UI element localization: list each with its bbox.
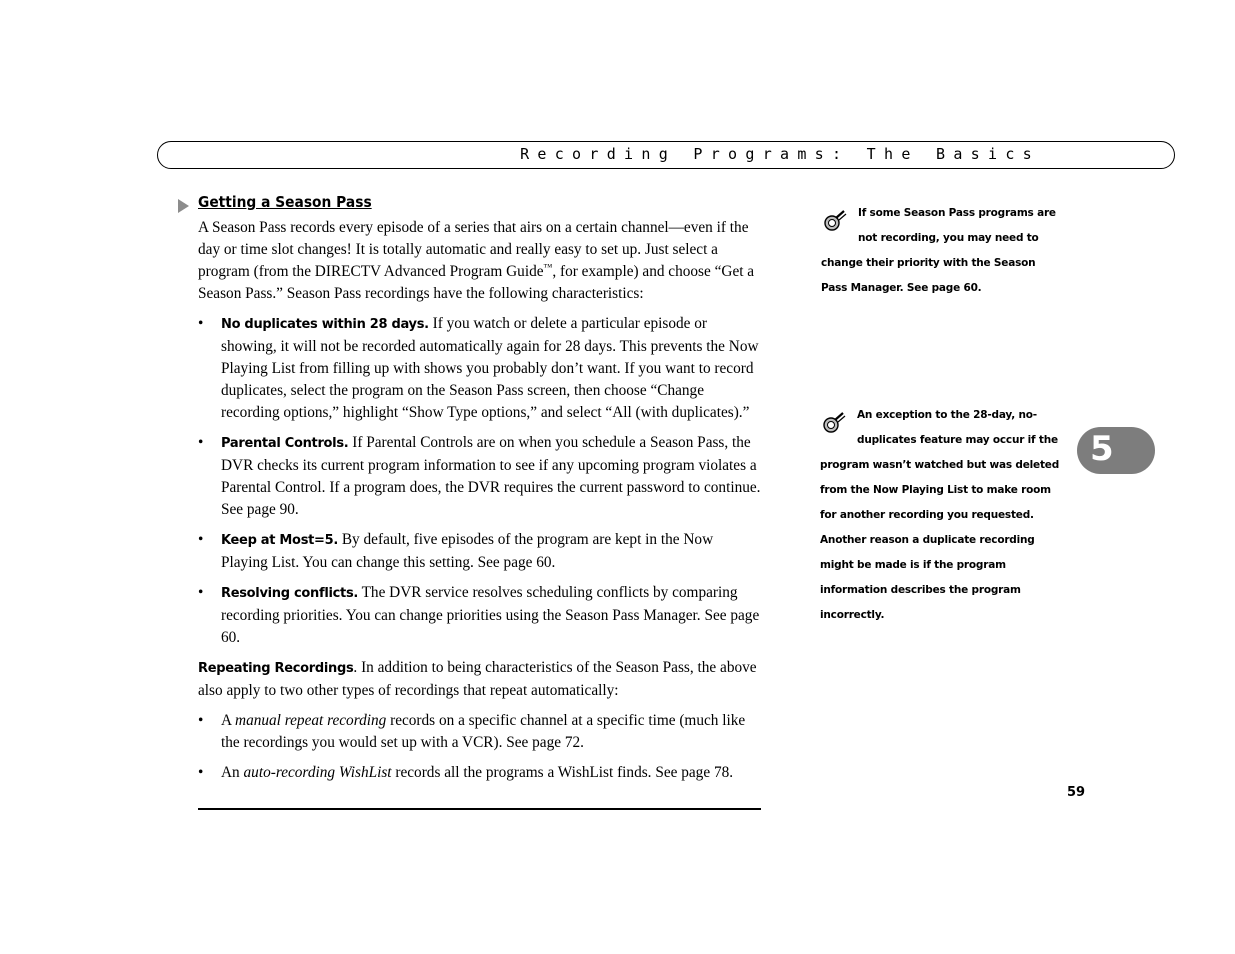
- list-item-text: If you watch or delete a particular episode or showing, it will not be recorded automatically again for 28 days. This prevents the Now Playing List from filling up with shows you probably don’t want. If you want to record duplicates, select the program on the Season Pass screen, then choose “Change recording options,” highlight “Show Type options,” and select “All (with duplicates).”: [221, 315, 759, 421]
- note-line: from the Now Playing List to make room: [820, 484, 1051, 496]
- list-item-text: By default, five episodes of the program are kept in the Now Playing List. You can change this setting. See page 60.: [221, 531, 714, 571]
- note-line: information describes the program: [820, 584, 1021, 596]
- bottom-rule-divider: [198, 808, 761, 810]
- section-heading: Getting a Season Pass: [198, 193, 372, 211]
- note-line: duplicates feature may occur if the: [857, 434, 1058, 446]
- sidebar-note-exception: [820, 403, 1065, 628]
- note-line: If some Season Pass programs are: [858, 207, 1056, 219]
- trademark-symbol: ™: [543, 261, 553, 272]
- sidebar-note-season-pass: [821, 201, 1061, 301]
- note-line: change their priority with the Season: [821, 257, 1036, 269]
- running-header-title: Recording Programs: The Basics: [520, 145, 1040, 163]
- list-item: • A manual repeat recording records on a specific channel at a specific time (much like the recordings you would set up with a VCR). See page 72.: [198, 710, 761, 754]
- tip-magnifier-icon: [822, 209, 848, 233]
- chapter-number: 5: [1090, 429, 1114, 469]
- characteristics-list: [198, 313, 761, 649]
- list-item-term: No duplicates within 28 days.: [221, 317, 429, 332]
- page-number: 59: [1067, 785, 1086, 800]
- list-item-term: Parental Controls.: [221, 436, 349, 451]
- list-item: [198, 432, 761, 521]
- repeat-type-term: auto-recording WishList: [243, 764, 392, 781]
- list-item: [198, 582, 761, 649]
- note-line: incorrectly.: [820, 609, 885, 621]
- list-item-text: The DVR service resolves scheduling conflicts by comparing recording priorities. You can change priorities using the Season Pass Manager. See page 60.: [221, 584, 760, 646]
- note-line: Another reason a duplicate recording: [820, 534, 1035, 546]
- list-item-term: Keep at Most=5.: [221, 533, 339, 548]
- list-item-text: If Parental Controls are on when you schedule a Season Pass, the DVR checks its current program information to see if any upcoming program violates a Parental Control. If a program does, the DVR requires the current password to continue. See page 90.: [221, 434, 761, 518]
- body-column: [198, 217, 761, 792]
- note-line: Pass Manager. See page 60.: [821, 282, 982, 294]
- note-line: for another recording you requested.: [820, 509, 1034, 521]
- repeating-recordings-paragraph: Repeating Recordings. In addition to being characteristics of the Season Pass, the above also apply to two other types of recordings that repeat automatically:: [198, 659, 757, 699]
- running-header: [157, 141, 1175, 169]
- repeating-recordings-term: Repeating Recordings: [198, 661, 354, 676]
- list-item: [198, 313, 761, 424]
- tip-magnifier-icon: [821, 411, 847, 435]
- note-line: might be made is if the program: [820, 559, 1006, 571]
- list-item-term: Resolving conflicts.: [221, 586, 359, 601]
- section-arrow-icon: [178, 199, 189, 213]
- repeat-types-list: [198, 710, 761, 784]
- intro-paragraph: A Season Pass records every episode of a series that airs on a certain channel—even if the day or time slot changes! It is totally automatic and really easy to set up. Just select a program (from the DIRECTV Advanced Program Guide™, for example) and choose “Get a Season Pass.” Season Pass recordings have the following characteristics:: [198, 219, 755, 302]
- repeat-type-term: manual repeat recording: [235, 712, 387, 729]
- list-item: [198, 529, 761, 574]
- note-line: An exception to the 28-day, no-: [857, 409, 1037, 421]
- list-item: • An auto-recording WishList records all the programs a WishList finds. See page 78.: [198, 762, 761, 784]
- note-line: program wasn’t watched but was deleted: [820, 459, 1060, 471]
- note-line: not recording, you may need to: [858, 232, 1039, 244]
- chapter-tab: [1077, 427, 1155, 474]
